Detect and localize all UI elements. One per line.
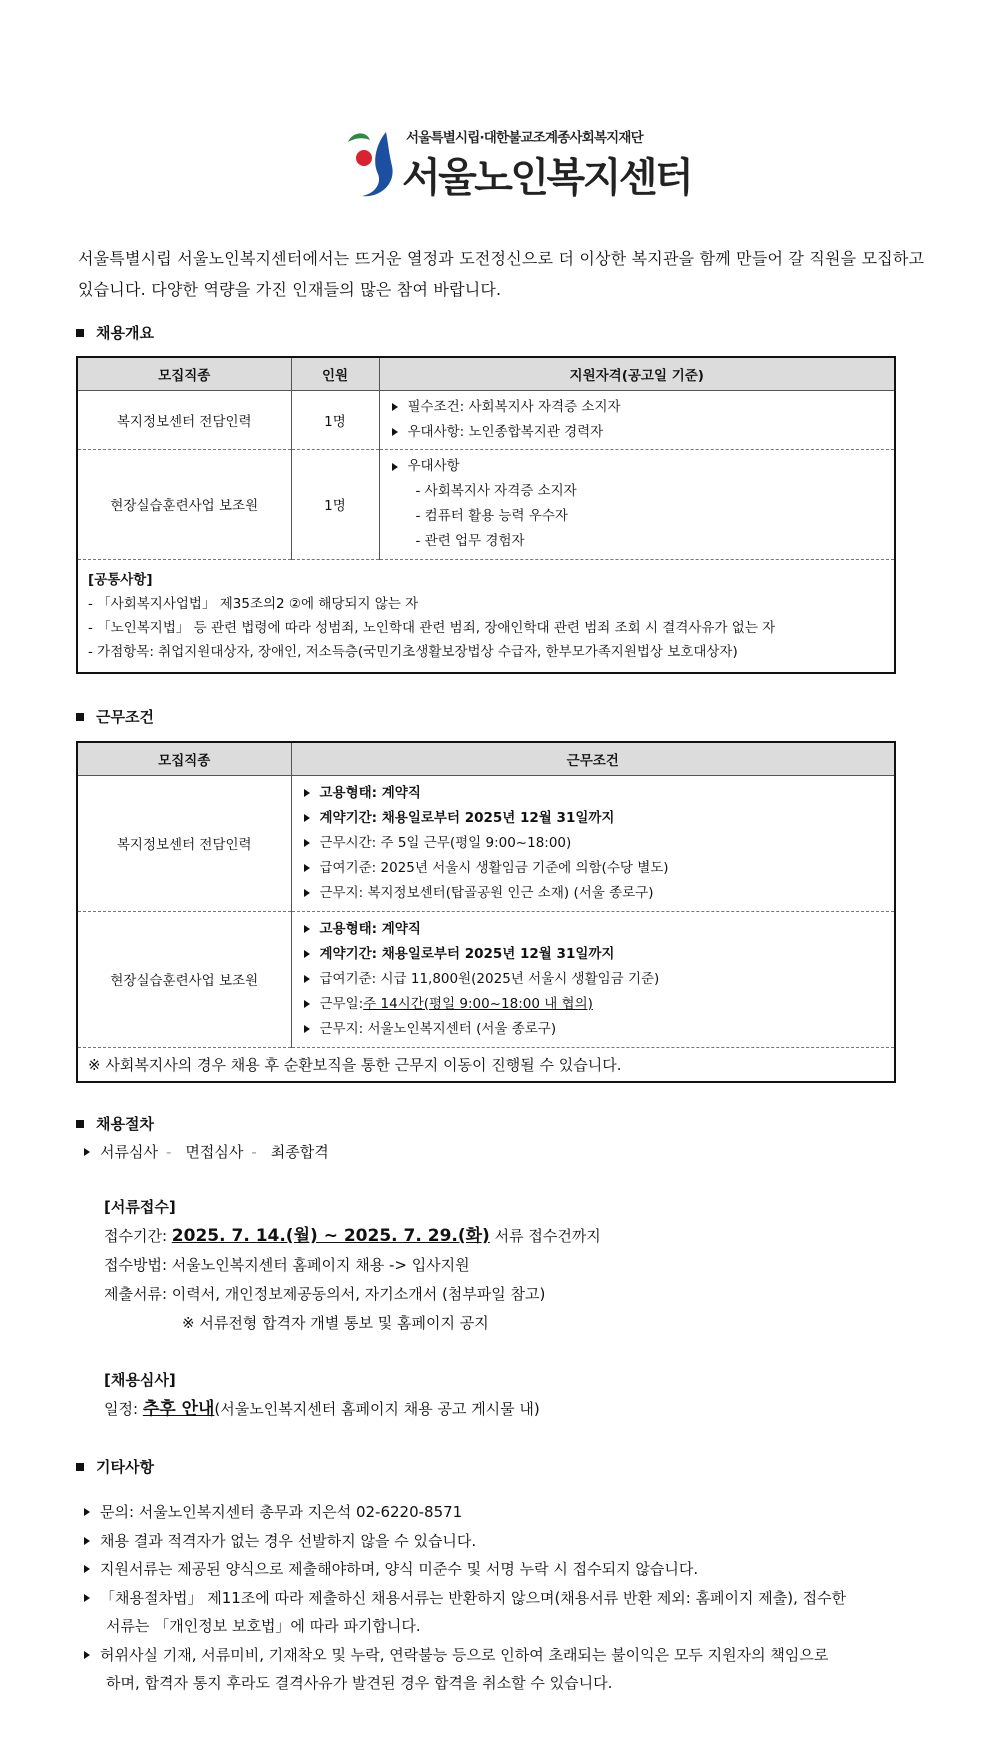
table-row	[77, 775, 895, 911]
common-requirements	[77, 559, 895, 673]
triangle-bullet-icon	[84, 1651, 90, 1659]
list-item-continuation: 하며, 합격자 통지 후라도 결격사유가 발견된 경우 합격을 취소할 수 있습니다.	[106, 1674, 613, 1692]
step-item: 서류심사	[100, 1143, 158, 1161]
table-row	[77, 390, 895, 449]
section-title: 채용절차	[96, 1115, 154, 1133]
triangle-bullet-icon	[304, 950, 310, 958]
square-bullet-icon	[76, 1120, 84, 1128]
sub-item: - 컴퓨터 활용 능력 우수자	[415, 508, 568, 524]
common-item: - 가점항목: 취업지원대상자, 장애인, 저소득층(국민기초생활보장법상 수급자, 한부모가족지원법상 보호대상자)	[88, 643, 738, 660]
review-schedule	[104, 1366, 540, 1424]
logo-subtitle: 서울특별시립·대한불교조계종사회복지재단	[406, 130, 643, 146]
period-value: 2025. 7. 14.(월) ~ 2025. 7. 29.(화)	[171, 1226, 490, 1246]
triangle-bullet-icon	[304, 925, 310, 933]
triangle-bullet-icon	[304, 1000, 310, 1008]
notice-line: ※ 서류전형 합격자 개별 통보 및 홈페이지 공지	[182, 1314, 489, 1332]
relocation-note: ※ 사회복지사의 경우 채용 후 순환보직을 통한 근무지 이동이 진행될 수 있습니다.	[77, 1047, 895, 1082]
common-title: [공통사항]	[88, 571, 153, 588]
square-bullet-icon	[76, 713, 84, 721]
triangle-bullet-icon	[392, 428, 398, 436]
common-item: - 「노인복지법」 등 관련 법령에 따라 성범죄, 노인학대 관련 범죄, 장애인학대 관련 범죄 조회 시 결격사유가 없는 자	[88, 619, 776, 636]
list-item: 근무시간: 주 5일 근무(평일 9:00~18:00)	[302, 831, 885, 856]
logo-title: 서울노인복지센터	[402, 155, 692, 201]
section-title: 채용개요	[96, 324, 154, 342]
method-line: 접수방법: 서울노인복지센터 홈페이지 채용 -> 입사지원	[104, 1256, 470, 1274]
list-item: 필수조건: 사회복지사 자격증 소지자	[390, 395, 885, 420]
table-row	[77, 911, 895, 1047]
list-item: 문의: 서울노인복지센터 총무과 지은석 02-6220-8571	[82, 1498, 942, 1527]
section-title: 기타사항	[96, 1458, 154, 1476]
common-row	[77, 559, 895, 673]
job-cell: 복지정보센터 전담인력	[77, 390, 291, 449]
table-header-row	[77, 742, 895, 775]
column-header: 근무조건	[291, 742, 895, 775]
triangle-bullet-icon	[304, 864, 310, 872]
step-separator: -	[251, 1142, 257, 1161]
list-item-continuation: 서류는 「개인정보 보호법」에 따라 파기합니다.	[106, 1617, 421, 1635]
table-row	[77, 449, 895, 559]
table-header-row	[77, 357, 895, 390]
list-item: 허위사실 기재, 서류미비, 기재착오 및 누락, 연락불능 등으로 인하여 초래되는 불이익은 모두 지원자의 책임으로	[82, 1641, 942, 1670]
section-heading-overview	[76, 322, 154, 343]
triangle-bullet-icon	[84, 1537, 90, 1545]
schedule-value: 추후 안내	[142, 1399, 215, 1419]
conditions-table	[76, 741, 896, 1083]
list-item: 고용형태: 계약직	[302, 917, 885, 942]
list-item: 급여기준: 시급 11,800원(2025년 서울시 생활임금 기준)	[302, 967, 885, 992]
sub-item: - 관련 업무 경험자	[415, 533, 525, 549]
list-item: 「채용절차법」 제11조에 따라 제출하신 채용서류는 반환하지 않으며(채용서류 반환 제외: 홈페이지 제출), 접수한	[82, 1584, 942, 1613]
list-item: 급여기준: 2025년 서울시 생활임금 기준에 의함(수당 별도)	[302, 856, 885, 881]
list-item: 계약기간: 채용일로부터 2025년 12월 31일까지	[302, 942, 885, 967]
list-item: 근무지: 서울노인복지센터 (서울 종로구)	[302, 1017, 885, 1042]
step-item: 면접심사	[185, 1143, 244, 1161]
etc-list	[82, 1498, 942, 1698]
triangle-bullet-icon	[304, 839, 310, 847]
conditions-cell	[291, 911, 895, 1047]
step-item: 최종합격	[270, 1143, 329, 1161]
list-item: 고용형태: 계약직	[302, 781, 885, 806]
triangle-bullet-icon	[84, 1148, 90, 1156]
square-bullet-icon	[76, 329, 84, 337]
job-cell: 현장실습훈련사업 보조원	[77, 449, 291, 559]
triangle-bullet-icon	[84, 1594, 90, 1602]
triangle-bullet-icon	[392, 463, 398, 471]
section-heading-process	[76, 1113, 154, 1134]
count-cell: 1명	[291, 449, 379, 559]
conditions-cell	[291, 775, 895, 911]
block-title: [채용심사]	[104, 1371, 176, 1389]
list-item: 지원서류는 제공된 양식으로 제출해야하며, 양식 미준수 및 서명 누락 시 접수되지 않습니다.	[82, 1555, 942, 1584]
list-item: 우대사항: 노인종합복지관 경력자	[390, 420, 885, 445]
block-title: [서류접수]	[104, 1198, 176, 1216]
count-cell: 1명	[291, 390, 379, 449]
logo-mark-icon	[340, 128, 402, 198]
list-item: 우대사항	[390, 454, 885, 479]
column-header: 모집직종	[77, 742, 291, 775]
section-heading-etc	[76, 1456, 154, 1477]
workday-detail: 주 14시간(평일 9:00~18:00 내 협의)	[363, 995, 593, 1012]
section-title: 근무조건	[96, 708, 154, 726]
triangle-bullet-icon	[84, 1508, 90, 1516]
center-logo	[340, 122, 692, 201]
list-item: 근무지: 복지정보센터(탑골공원 인근 소재) (서울 종로구)	[302, 881, 885, 906]
square-bullet-icon	[76, 1463, 84, 1471]
job-cell: 현장실습훈련사업 보조원	[77, 911, 291, 1047]
sub-item: - 사회복지사 자격증 소지자	[415, 483, 577, 499]
step-separator: -	[165, 1142, 172, 1161]
period-line: 접수기간: 2025. 7. 14.(월) ~ 2025. 7. 29.(화) 서류 접수건까지	[104, 1226, 601, 1246]
triangle-bullet-icon	[304, 1025, 310, 1033]
column-header: 지원자격(공고일 기준)	[379, 357, 895, 390]
triangle-bullet-icon	[304, 789, 310, 797]
schedule-line: 일정: 추후 안내(서울노인복지센터 홈페이지 채용 공고 게시물 내)	[104, 1399, 540, 1419]
triangle-bullet-icon	[304, 975, 310, 983]
triangle-bullet-icon	[304, 889, 310, 897]
qualification-cell	[379, 449, 895, 559]
job-cell: 복지정보센터 전담인력	[77, 775, 291, 911]
list-item: 계약기간: 채용일로부터 2025년 12월 31일까지	[302, 806, 885, 831]
section-heading-conditions	[76, 706, 154, 727]
triangle-bullet-icon	[392, 403, 398, 411]
list-item: 근무일: 주 14시간(평일 9:00~18:00 내 협의)	[302, 992, 885, 1017]
triangle-bullet-icon	[304, 814, 310, 822]
common-item: - 「사회복지사업법」 제35조의2 ②에 해당되지 않는 자	[88, 595, 419, 612]
process-steps	[82, 1141, 329, 1162]
column-header: 모집직종	[77, 357, 291, 390]
note-row	[77, 1047, 895, 1082]
overview-table	[76, 356, 896, 674]
triangle-bullet-icon	[84, 1565, 90, 1573]
column-header: 인원	[291, 357, 379, 390]
intro-paragraph: 서울특별시립 서울노인복지센터에서는 뜨거운 열정과 도전정신으로 더 이상한 복지관을 함께 만들어 갈 직원을 모집하고 있습니다. 다양한 역량을 가진 인재들의 많은 참여 바랍니다.	[78, 249, 925, 299]
qualification-cell	[379, 390, 895, 449]
list-item: 채용 결과 적격자가 없는 경우 선발하지 않을 수 있습니다.	[82, 1527, 942, 1556]
docs-line: 제출서류: 이력서, 개인정보제공동의서, 자기소개서 (첨부파일 참고)	[104, 1285, 546, 1303]
document-submission	[104, 1193, 601, 1338]
